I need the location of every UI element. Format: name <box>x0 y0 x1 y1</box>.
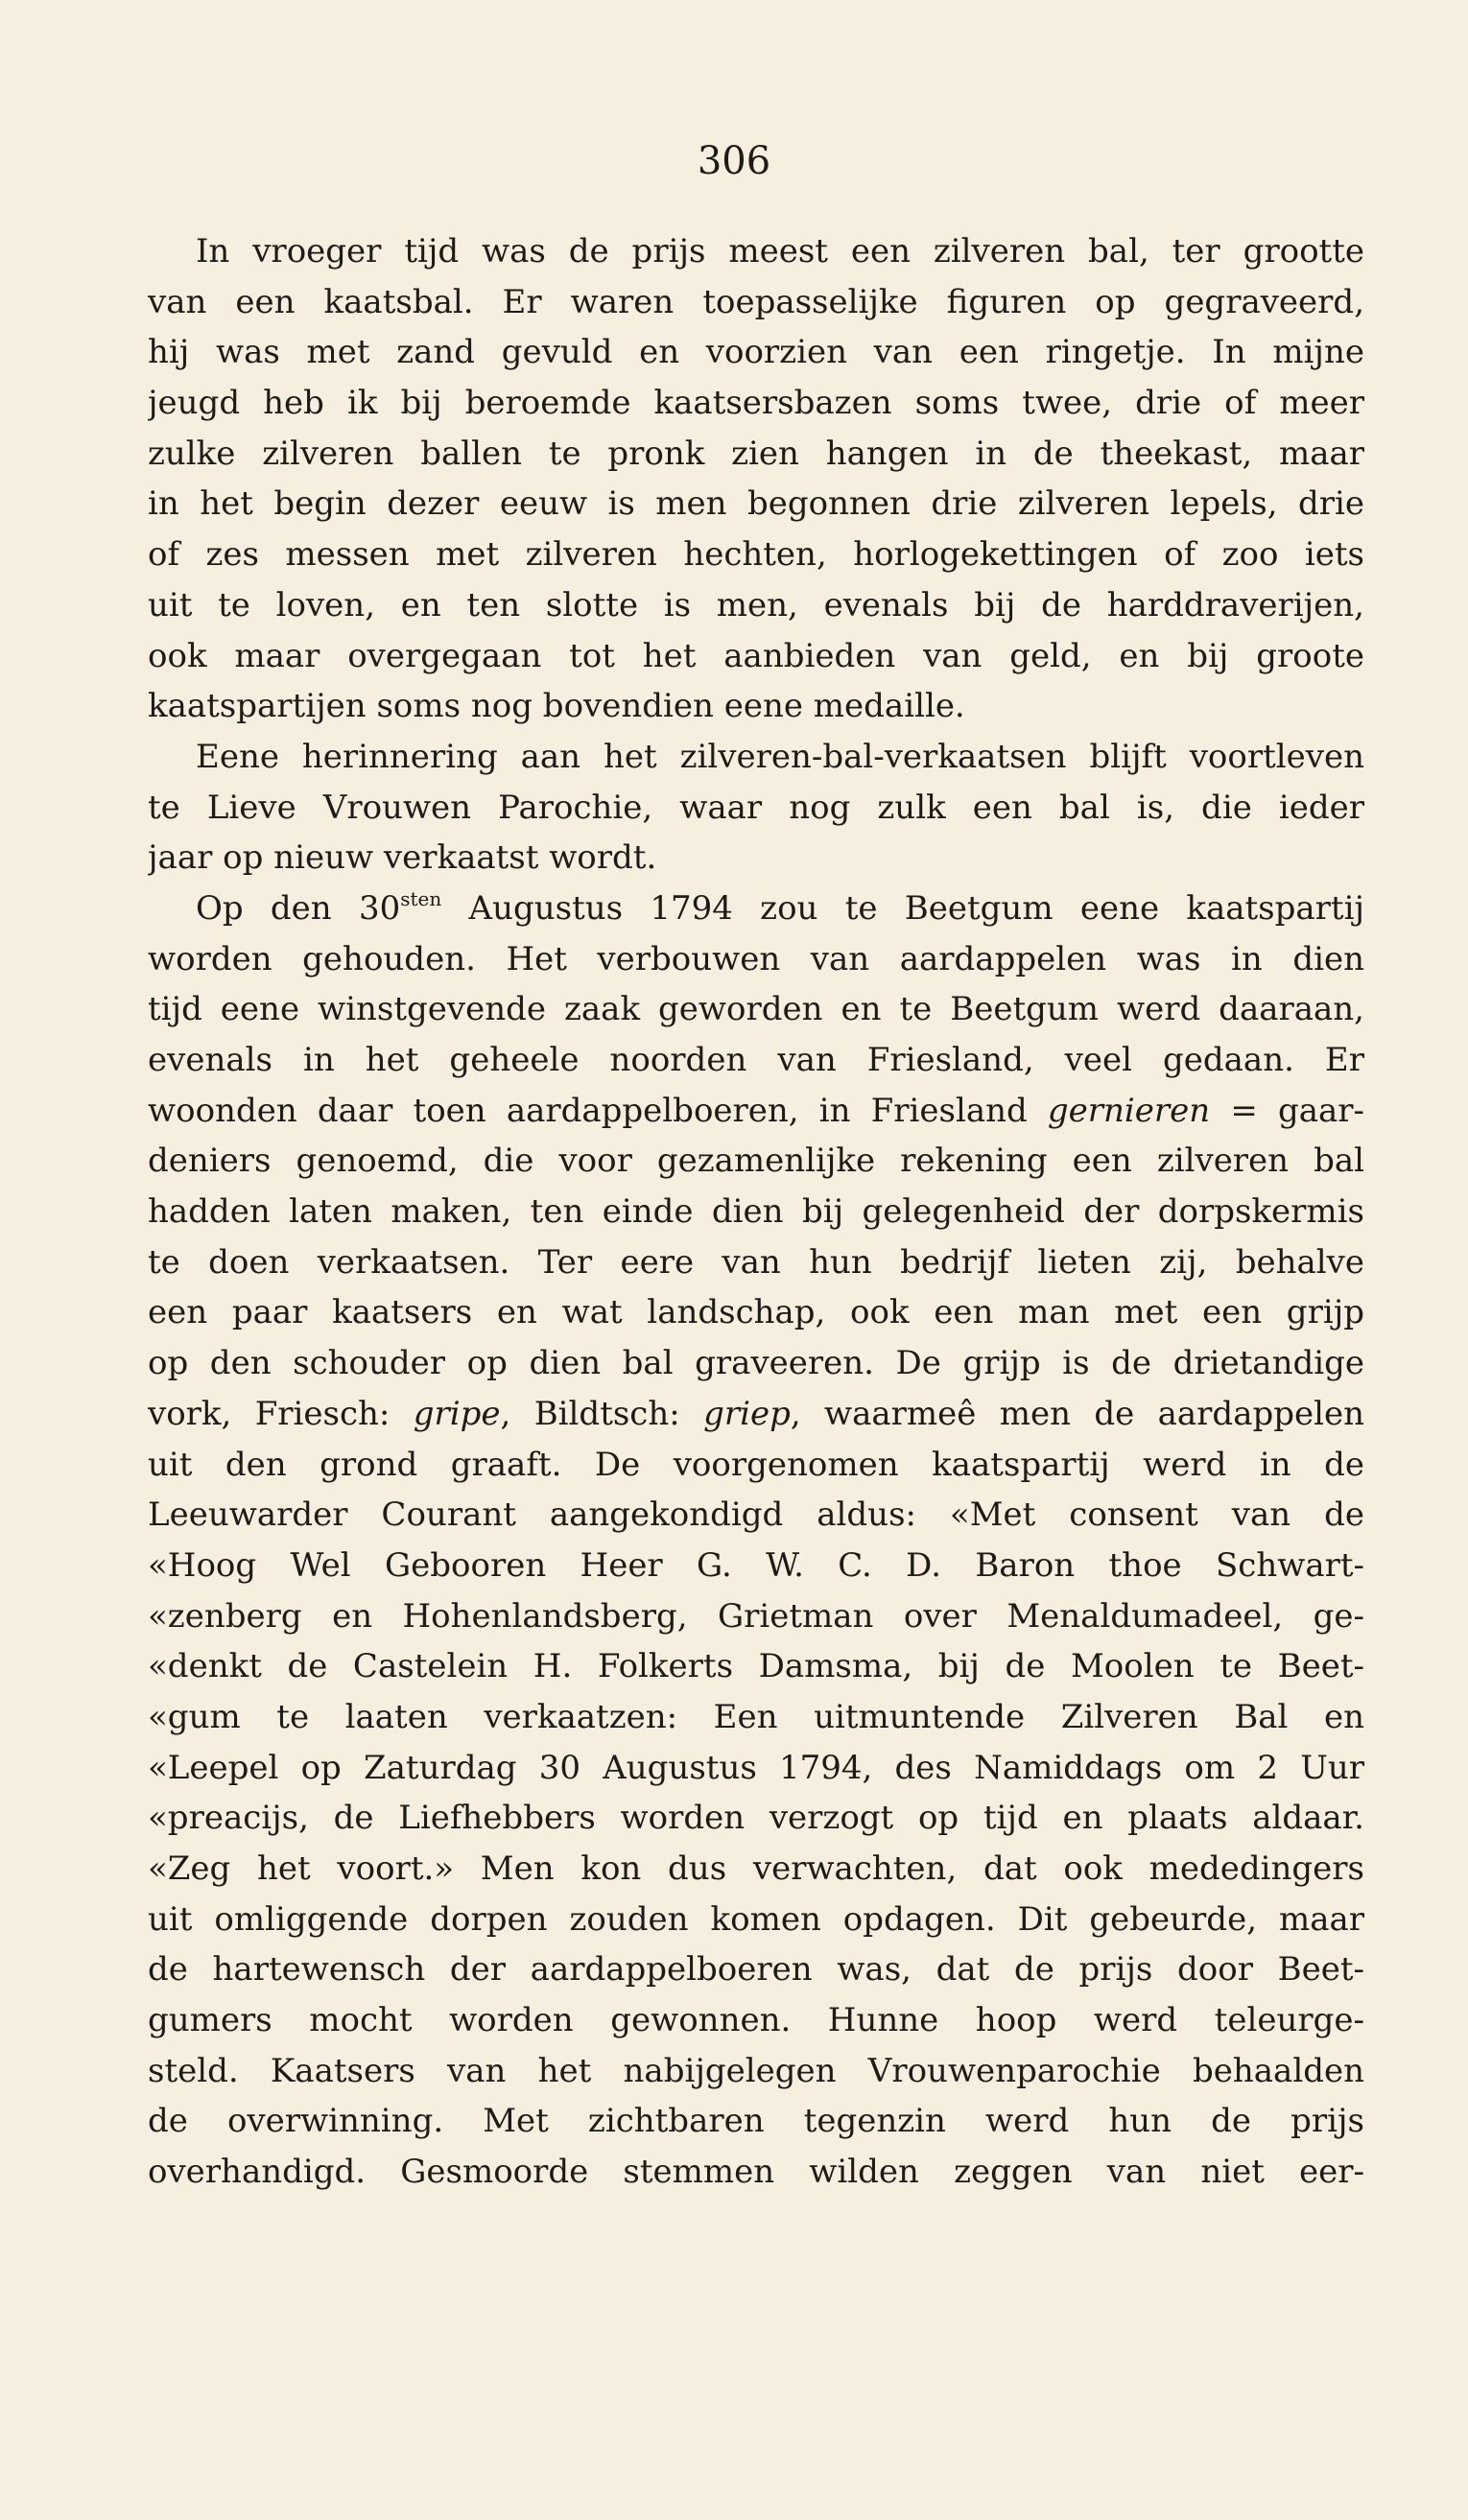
line-text: worden gehouden. Het verbouwen van aardappelen was in dien <box>148 939 1364 978</box>
line-text: te Lieve Vrouwen Parochie, waar nog zulk een bal is, die ieder <box>148 788 1364 827</box>
italic-term: griep <box>703 1394 791 1433</box>
body-text <box>148 226 1364 2198</box>
line-text: steld. Kaatsers van het nabijgelegen Vrouwenparochie behaalden <box>148 2051 1364 2090</box>
text-line <box>148 934 1364 985</box>
line-text: evenals in het geheele noorden van Friesland, veel gedaan. Er <box>148 1041 1364 1079</box>
text-line <box>148 1086 1364 1137</box>
text-line <box>148 1541 1364 1591</box>
text-line <box>148 1995 1364 2046</box>
text-line <box>148 984 1364 1035</box>
text-line <box>148 1187 1364 1237</box>
text-line <box>148 1793 1364 1844</box>
line-text: overhandigd. Gesmoorde stemmen wilden zeggen van niet eer- <box>148 2153 1364 2192</box>
text-line <box>148 783 1364 834</box>
line-text: een paar kaatsers en wat landschap, ook een man met een grijp <box>148 1293 1364 1332</box>
text-line <box>148 833 1364 883</box>
line-text: «Zeg het voort.» Men kon dus verwachten, dat ook mededingers <box>148 1849 1364 1888</box>
line-text: In vroeger tijd was de prijs meest een zilveren bal, ter grootte <box>196 232 1364 271</box>
line-text: uit te loven, en ten slotte is men, evenals bij de harddraverijen, <box>148 585 1364 624</box>
line-text: «Hoog Wel Gebooren Heer G. W. C. D. Baron thoe Schwart- <box>148 1545 1364 1585</box>
text-line <box>148 1338 1364 1389</box>
line-text: Leeuwarder Courant aangekondigd aldus: «Met consent van de <box>148 1496 1364 1535</box>
text-line <box>148 1490 1364 1541</box>
line-text: te doen verkaatsen. Ter eere van hun bedrijf lieten zij, behalve <box>148 1242 1364 1282</box>
line-text: , Bildtsch: <box>500 1394 704 1433</box>
text-line <box>148 2046 1364 2097</box>
text-line <box>148 226 1364 277</box>
text-line <box>148 2096 1364 2147</box>
text-line <box>148 327 1364 378</box>
line-text: of zes messen met zilveren hechten, horlogekettingen of zoo iets <box>148 535 1364 575</box>
line-text: «denkt de Castelein H. Folkerts Damsma, bij de Moolen te Beet- <box>148 1647 1364 1686</box>
text-line <box>148 1743 1364 1794</box>
line-text: de overwinning. Met zichtbaren tegenzin werd hun de prijs <box>148 2102 1364 2141</box>
line-text: , waarmeê men de aardappelen <box>790 1394 1364 1433</box>
line-text: uit omliggende dorpen zouden komen opdagen. Dit gebeurde, maar <box>148 1899 1364 1939</box>
text-line <box>148 1591 1364 1642</box>
line-text: de hartewensch der aardappelboeren was, dat de prijs door Beet- <box>148 1950 1364 1990</box>
line-text: = gaar- <box>1210 1091 1364 1130</box>
text-line <box>148 1641 1364 1692</box>
text-line <box>148 1440 1364 1491</box>
line-text: zulke zilveren ballen te pronk zien hangen in de theekast, maar <box>148 434 1364 473</box>
line-text: hij was met zand gevuld en voorzien van een ringetje. In mijne <box>148 333 1364 372</box>
line-text: in het begin dezer eeuw is men begonnen drie zilveren lepels, drie <box>148 484 1364 524</box>
text-line <box>148 1692 1364 1743</box>
superscript-text: sten <box>400 886 442 910</box>
text-line <box>148 378 1364 429</box>
text-line <box>148 580 1364 631</box>
text-line <box>148 2147 1364 2198</box>
text-line <box>148 1136 1364 1187</box>
line-text: Eene herinnering aan het zilveren-bal-verkaatsen blijft voortleven <box>196 737 1364 776</box>
line-text: jaar op nieuw verkaatst wordt. <box>148 838 657 878</box>
text-line <box>148 1287 1364 1338</box>
text-line <box>148 277 1364 328</box>
line-text: «gum te laaten verkaatzen: Een uitmuntende Zilveren Bal en <box>148 1697 1364 1736</box>
text-line <box>148 1944 1364 1995</box>
line-text: op den schouder op dien bal graveeren. De grijp is de drietandige <box>148 1344 1364 1383</box>
line-text: Op den 30 <box>196 888 401 928</box>
line-text: vork, Friesch: <box>148 1394 414 1433</box>
text-line <box>148 1035 1364 1086</box>
page-number: 306 <box>697 139 771 183</box>
line-text: woonden daar toen aardappelboeren, in Friesland <box>148 1091 1048 1130</box>
text-line <box>148 1895 1364 1945</box>
line-text: gumers mocht worden gewonnen. Hunne hoop werd teleurge- <box>148 2001 1364 2040</box>
text-line <box>148 1389 1364 1440</box>
text-line <box>148 732 1364 783</box>
line-text: deniers genoemd, die voor gezamenlijke rekening een zilveren bal <box>148 1142 1364 1181</box>
text-line <box>148 429 1364 480</box>
italic-term: gripe <box>413 1394 501 1433</box>
line-text: hadden laten maken, ten einde dien bij gelegenheid der dorpskermis <box>148 1192 1364 1232</box>
text-line <box>148 530 1364 580</box>
line-text: «zenberg en Hohenlandsberg, Grietman over Menaldumadeel, ge- <box>148 1596 1364 1636</box>
text-line <box>148 631 1364 682</box>
text-line <box>148 883 1364 934</box>
line-text: «preacijs, de Liefhebbers worden verzogt op tijd en plaats aldaar. <box>148 1799 1364 1838</box>
line-text: tijd eene winstgevende zaak geworden en te Beetgum werd daaraan, <box>148 990 1364 1029</box>
line-text: kaatspartijen soms nog bovendien eene medaille. <box>148 687 965 726</box>
line-text: ook maar overgegaan tot het aanbieden van geld, en bij groote <box>148 636 1364 675</box>
line-text: van een kaatsbal. Er waren toepasselijke figuren op gegraveerd, <box>148 282 1364 321</box>
text-line <box>148 479 1364 530</box>
text-line <box>148 1844 1364 1895</box>
line-text: uit den grond graaft. De voorgenomen kaatspartij werd in de <box>148 1445 1364 1484</box>
line-text: «Leepel op Zaturdag 30 Augustus 1794, des Namiddags om 2 Uur <box>148 1748 1364 1787</box>
italic-term: gernieren <box>1047 1091 1211 1130</box>
line-text: jeugd heb ik bij beroemde kaatsersbazen soms twee, drie of meer <box>148 384 1364 423</box>
text-line <box>148 681 1364 732</box>
line-text: Augustus 1794 zou te Beetgum eene kaatspartij <box>441 888 1364 928</box>
text-line <box>148 1237 1364 1288</box>
